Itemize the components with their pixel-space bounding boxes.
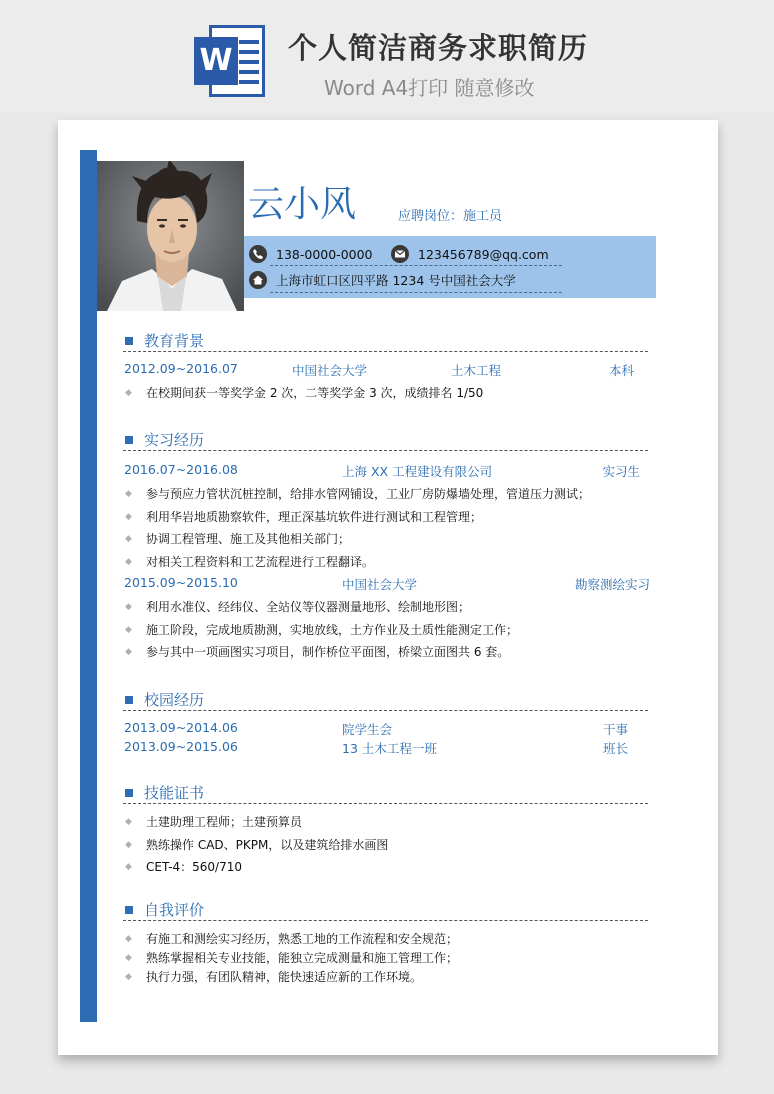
- campus-org: 院学生会: [342, 722, 393, 737]
- job-role: 勘察测绘实习: [574, 577, 650, 592]
- section-title: 技能证书: [144, 784, 205, 802]
- bullet-text: 协调工程管理、施工及其他相关部门；: [146, 532, 351, 546]
- section-title: 实习经历: [144, 431, 205, 449]
- diamond-bullet-icon: ◆: [125, 624, 132, 635]
- list-item: [125, 949, 458, 966]
- list-item: [125, 643, 509, 660]
- edu-degree: 本科: [608, 363, 634, 378]
- word-document-icon: [194, 25, 265, 97]
- phone-row: [249, 245, 373, 263]
- list-item: [125, 968, 422, 985]
- home-icon: [249, 271, 267, 289]
- section-divider: [123, 920, 648, 921]
- bullet-text: 有施工和测绘实习经历，熟悉工地的工作流程和安全规范；: [146, 932, 459, 946]
- email-address: 123456789@qq.com: [418, 246, 549, 262]
- diamond-bullet-icon: ◆: [125, 971, 132, 982]
- diamond-bullet-icon: ◆: [125, 839, 132, 850]
- section-divider: [123, 450, 648, 451]
- edu-school: 中国社会大学: [292, 363, 368, 378]
- candidate-name: 云小风: [248, 184, 357, 225]
- banner-title: 个人简洁商务求职简历: [288, 31, 589, 65]
- list-item: [125, 813, 302, 830]
- diamond-bullet-icon: ◆: [125, 601, 132, 612]
- section-title: 校园经历: [144, 691, 205, 709]
- bullet-text: 对相关工程资料和工艺流程进行工程翻译。: [146, 555, 375, 569]
- diamond-bullet-icon: ◆: [125, 556, 132, 567]
- diamond-bullet-icon: ◆: [125, 816, 132, 827]
- section-marker-icon: [125, 789, 133, 797]
- home-address: 上海市虹口区四平路 1234 号中国社会大学: [276, 273, 516, 288]
- contact-divider-2: [270, 292, 562, 293]
- list-item: [125, 384, 483, 401]
- bullet-text: 参与其中一项画图实习项目，制作桥位平面图，桥梁立面图共 6 套。: [146, 645, 510, 659]
- address-row: [249, 271, 516, 289]
- campus-heading: [125, 689, 204, 710]
- diamond-bullet-icon: ◆: [125, 511, 132, 522]
- campus-org: 13 土木工程一班: [342, 741, 437, 756]
- bullet-text: 土建助理工程师；土建预算员: [146, 815, 303, 829]
- accent-sidebar-bar: [80, 150, 97, 1022]
- bullet-text: 利用水准仪、经纬仪、全站仪等仪器测量地形、绘制地形图；: [146, 600, 471, 614]
- job-date: 2016.07~2016.08: [124, 462, 238, 477]
- diamond-bullet-icon: ◆: [125, 952, 132, 963]
- list-item: [125, 836, 388, 853]
- profile-photo: [97, 161, 244, 311]
- edu-major: 土木工程: [451, 363, 502, 378]
- phone-number: 138-0000-0000: [276, 246, 373, 262]
- campus-role: 班长: [602, 741, 628, 756]
- section-marker-icon: [125, 906, 133, 914]
- section-title: 教育背景: [144, 332, 205, 350]
- campus-role: 干事: [602, 722, 628, 737]
- diamond-bullet-icon: ◆: [125, 861, 132, 872]
- list-item: [125, 508, 482, 525]
- email-row: [391, 245, 549, 263]
- section-marker-icon: [125, 696, 133, 704]
- banner-subtitle: Word A4打印 随意修改: [324, 76, 535, 100]
- bullet-text: 执行力强，有团队精神，能快速适应新的工作环境。: [146, 970, 423, 984]
- section-divider: [123, 803, 648, 804]
- template-banner: [0, 0, 774, 112]
- list-item: [125, 553, 374, 570]
- list-item: [125, 485, 590, 502]
- diamond-bullet-icon: ◆: [125, 533, 132, 544]
- list-item: [125, 930, 458, 947]
- internship-heading: [125, 429, 204, 450]
- section-title: 自我评价: [144, 901, 205, 919]
- diamond-bullet-icon: ◆: [125, 387, 132, 398]
- job-company: 上海 XX 工程建设有限公司: [342, 464, 493, 479]
- campus-date: 2013.09~2014.06: [124, 720, 238, 735]
- mail-icon: [391, 245, 409, 263]
- skills-heading: [125, 782, 204, 803]
- bullet-text: 参与预应力管状沉桩控制，给排水管网铺设，工业厂房防爆墙处理，管道压力测试；: [146, 487, 591, 501]
- list-item: [125, 598, 470, 615]
- bullet-text: 利用华岩地质勘察软件，理正深基坑软件进行测试和工程管理；: [146, 510, 483, 524]
- list-item: [125, 621, 518, 638]
- contact-divider: [270, 265, 562, 266]
- campus-date: 2013.09~2015.06: [124, 739, 238, 754]
- diamond-bullet-icon: ◆: [125, 646, 132, 657]
- job-date: 2015.09~2015.10: [124, 575, 238, 590]
- diamond-bullet-icon: ◆: [125, 933, 132, 944]
- applied-position: 应聘岗位：施工员: [398, 209, 503, 224]
- section-marker-icon: [125, 337, 133, 345]
- section-divider: [123, 710, 648, 711]
- education-heading: [125, 330, 204, 351]
- job-role: 实习生: [602, 464, 640, 479]
- section-marker-icon: [125, 436, 133, 444]
- list-item: [125, 858, 242, 875]
- bullet-text: CET-4：560/710: [146, 860, 243, 874]
- list-item: [125, 530, 350, 547]
- bullet-text: 施工阶段，完成地质勘测，实地放线，土方作业及土质性能测定工作；: [146, 623, 519, 637]
- phone-icon: [249, 245, 267, 263]
- edu-date: 2012.09~2016.07: [124, 361, 238, 376]
- section-divider: [123, 351, 648, 352]
- bullet-text: 熟练掌握相关专业技能，能独立完成测量和施工管理工作；: [146, 951, 459, 965]
- job-company: 中国社会大学: [342, 577, 418, 592]
- self-evaluation-heading: [125, 899, 204, 920]
- diamond-bullet-icon: ◆: [125, 488, 132, 499]
- bullet-text: 在校期间获一等奖学金 2 次，二等奖学金 3 次，成绩排名 1/50: [146, 386, 484, 400]
- bullet-text: 熟练操作 CAD、PKPM，以及建筑给排水画图: [146, 838, 389, 852]
- word-letter: W: [194, 37, 238, 85]
